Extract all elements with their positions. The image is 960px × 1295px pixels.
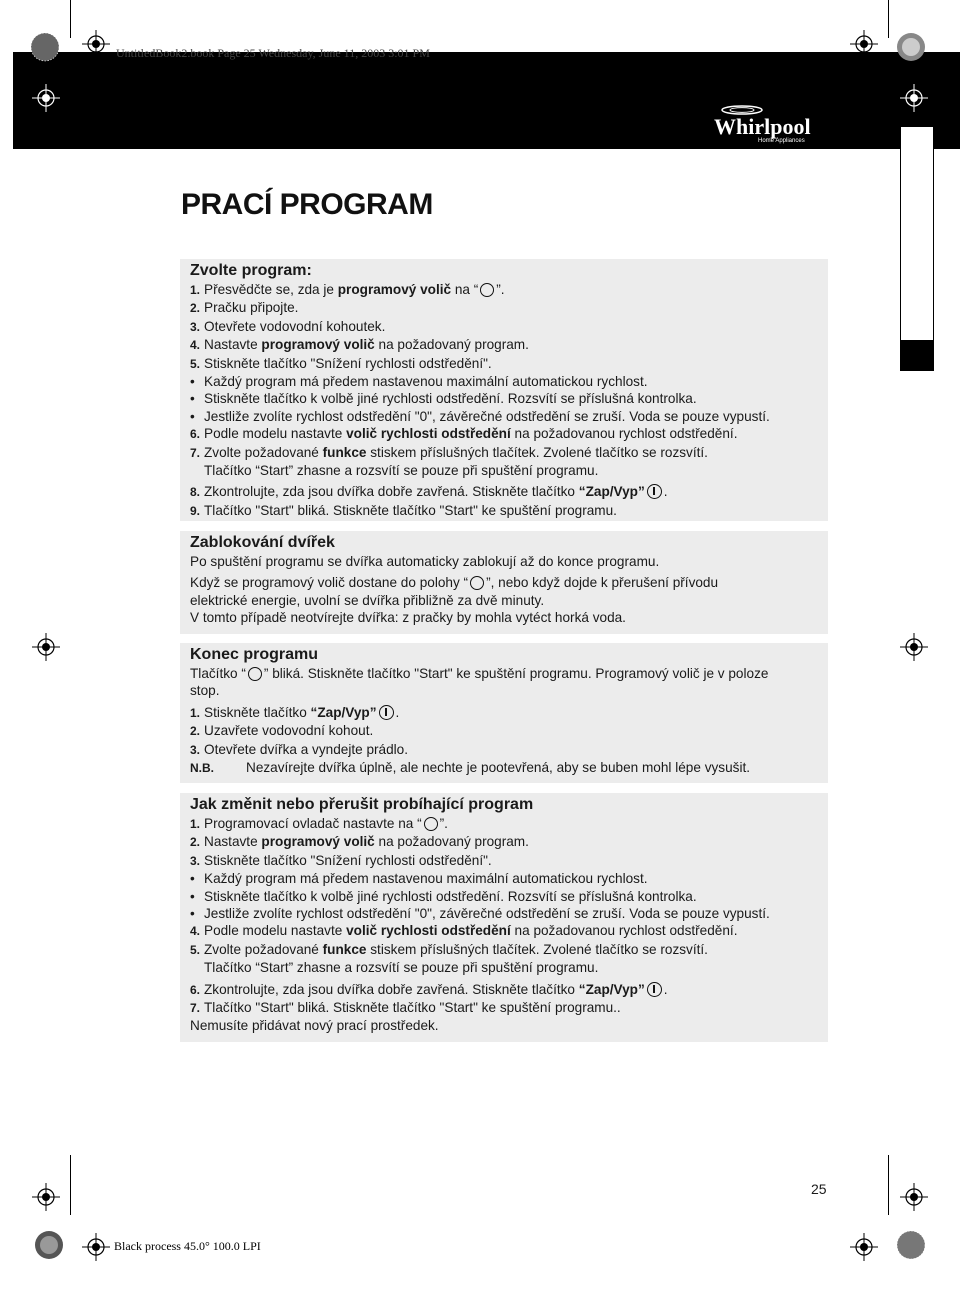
list-item: 1. Přesvědčte se, zda je programový volič na “ ”. xyxy=(190,282,505,297)
registration-mark-icon xyxy=(900,633,928,661)
power-icon xyxy=(647,982,662,997)
list-item: 9. Tlačítko "Start" bliká. Stiskněte tlačítko "Start" ke spuštění programu. xyxy=(190,502,617,518)
color-dial-icon xyxy=(34,1230,64,1260)
section-heading: Zablokování dvířek xyxy=(190,534,335,551)
print-process-info: Black process 45.0° 100.0 LPI xyxy=(114,1239,261,1253)
page-number: 25 xyxy=(811,1181,827,1197)
list-item: 3. Stiskněte tlačítko "Snížení rychlosti odstředění". xyxy=(190,852,492,868)
paragraph: Tlačítko “ ” bliká. Stiskněte tlačítko "Start" ke spuštění programu. Programový volič je v poloze xyxy=(190,666,769,681)
list-item: 5. Stiskněte tlačítko "Snížení rychlosti odstředění". xyxy=(190,355,492,371)
color-dial-icon xyxy=(30,32,60,62)
registration-mark-icon xyxy=(32,84,60,112)
list-item-continuation: Tlačítko “Start” zhasne a rozsvítí se pouze při spuštění programu. xyxy=(204,463,599,479)
list-item: 8. Zkontrolujte, zda jsou dvířka dobře zavřená. Stiskněte tlačítko “Zap/Vyp” . xyxy=(190,484,668,500)
print-info: UntitledBook2.book Page 25 Wednesday, June 11, 2003 3:01 PM xyxy=(116,46,430,60)
list-item: 6. Zkontrolujte, zda jsou dvířka dobře zavřená. Stiskněte tlačítko “Zap/Vyp” . xyxy=(190,981,668,997)
color-dial-icon xyxy=(896,1230,926,1260)
registration-mark-icon xyxy=(900,1183,928,1211)
paragraph: Po spuštění programu se dvířka automaticky zablokují až do konce programu. xyxy=(190,554,660,569)
registration-mark-icon xyxy=(32,1183,60,1211)
list-item-continuation: Tlačítko “Start” zhasne a rozsvítí se pouze při spuštění programu. xyxy=(204,960,599,976)
off-position-icon xyxy=(248,667,262,681)
registration-mark-icon xyxy=(850,30,878,58)
list-item: 2. Pračku připojte. xyxy=(190,300,299,316)
section-door-lock xyxy=(180,531,828,634)
bullet-item: • Stiskněte tlačítko k volbě jiné rychlosti odstředění. Rozsvítí se příslušná kontrolka. xyxy=(190,888,697,904)
section-end-of-program xyxy=(180,643,828,783)
list-item: 4. Podle modelu nastavte volič rychlosti odstředění na požadovanou rychlost odstředění. xyxy=(190,923,738,939)
paragraph-continuation: elektrické energie, uvolní se dvířka přibližně za dvě minuty. xyxy=(190,592,545,608)
power-icon xyxy=(647,484,662,499)
registration-mark-icon xyxy=(82,30,110,58)
registration-mark-icon xyxy=(850,1233,878,1261)
side-tab xyxy=(900,127,934,371)
list-item: 2. Nastavte programový volič na požadovaný program. xyxy=(190,834,529,850)
section-heading: Konec programu xyxy=(190,646,319,663)
trim-line xyxy=(70,1155,71,1215)
off-position-icon xyxy=(470,576,484,590)
power-icon xyxy=(379,705,394,720)
paragraph: V tomto případě neotvírejte dvířka: z pračky by mohla vytéct horká voda. xyxy=(190,610,626,626)
registration-mark-icon xyxy=(32,633,60,661)
list-item: 1. Programovací ovladač nastavte na “ ”. xyxy=(190,816,448,831)
note: N.B. Nezavírejte dvířka úplně, ale nechte je pootevřená, aby se buben mohl lépe vysušit. xyxy=(190,760,751,776)
trim-line xyxy=(70,0,71,38)
list-item: 4. Nastavte programový volič na požadovaný program. xyxy=(190,337,529,353)
paragraph: Když se programový volič dostane do polohy “ ”, nebo když dojde k přerušení přívodu xyxy=(190,575,719,591)
list-item: 6. Podle modelu nastavte volič rychlosti odstředění na požadovanou rychlost odstředění. xyxy=(190,426,738,442)
registration-mark-icon xyxy=(82,1233,110,1261)
brand-sub: Home Appliances xyxy=(758,138,805,144)
section-heading: Jak změnit nebo přerušit probíhající program xyxy=(190,796,534,813)
brand-name: Whirlpool xyxy=(714,114,811,139)
section-select-program xyxy=(180,259,828,521)
list-item: 3. Otevřete dvířka a vyndejte prádlo. xyxy=(190,741,409,757)
off-position-icon xyxy=(480,283,494,297)
color-dial-icon xyxy=(896,32,926,62)
list-item: 3. Otevřete vodovodní kohoutek. xyxy=(190,318,386,334)
list-item: 7. Tlačítko "Start" bliká. Stiskněte tlačítko "Start" ke spuštění programu.. xyxy=(190,1000,621,1016)
registration-mark-icon xyxy=(900,84,928,112)
trim-line xyxy=(888,0,889,38)
side-tab-marker xyxy=(900,340,933,371)
section-heading: Zvolte program: xyxy=(190,262,312,279)
bullet-item: • Jestliže zvolíte rychlost odstředění "0", závěrečné odstředění se zruší. Voda se pouze vypustí. xyxy=(190,906,770,922)
off-position-icon xyxy=(424,817,438,831)
list-item: 2. Uzavřete vodovodní kohout. xyxy=(190,723,374,739)
bullet-item: • Stiskněte tlačítko k volbě jiné rychlosti odstředění. Rozsvítí se příslušná kontrolka. xyxy=(190,391,697,407)
section-change-program xyxy=(180,793,828,1042)
whirlpool-logo xyxy=(712,104,822,144)
trim-line xyxy=(888,1155,889,1215)
bullet-item: • Každý program má předem nastavenou maximální automatickou rychlost. xyxy=(190,871,648,887)
list-item: 5. Zvolte požadované funkce stiskem příslušných tlačítek. Zvolené tlačítko se rozsvítí. xyxy=(190,941,708,957)
bullet-item: • Jestliže zvolíte rychlost odstředění "0", závěrečné odstředění se zruší. Voda se pouze vypustí. xyxy=(190,408,770,424)
paragraph: Nemusíte přidávat nový prací prostředek. xyxy=(190,1018,439,1034)
bullet-item: • Každý program má předem nastavenou maximální automatickou rychlost. xyxy=(190,374,648,390)
list-item: 1. Stiskněte tlačítko “Zap/Vyp” . xyxy=(190,704,400,720)
paragraph-continuation: stop. xyxy=(190,683,220,699)
list-item: 7. Zvolte požadované funkce stiskem příslušných tlačítek. Zvolené tlačítko se rozsvítí. xyxy=(190,444,708,460)
page-title: PRACÍ PROGRAM xyxy=(181,188,433,221)
